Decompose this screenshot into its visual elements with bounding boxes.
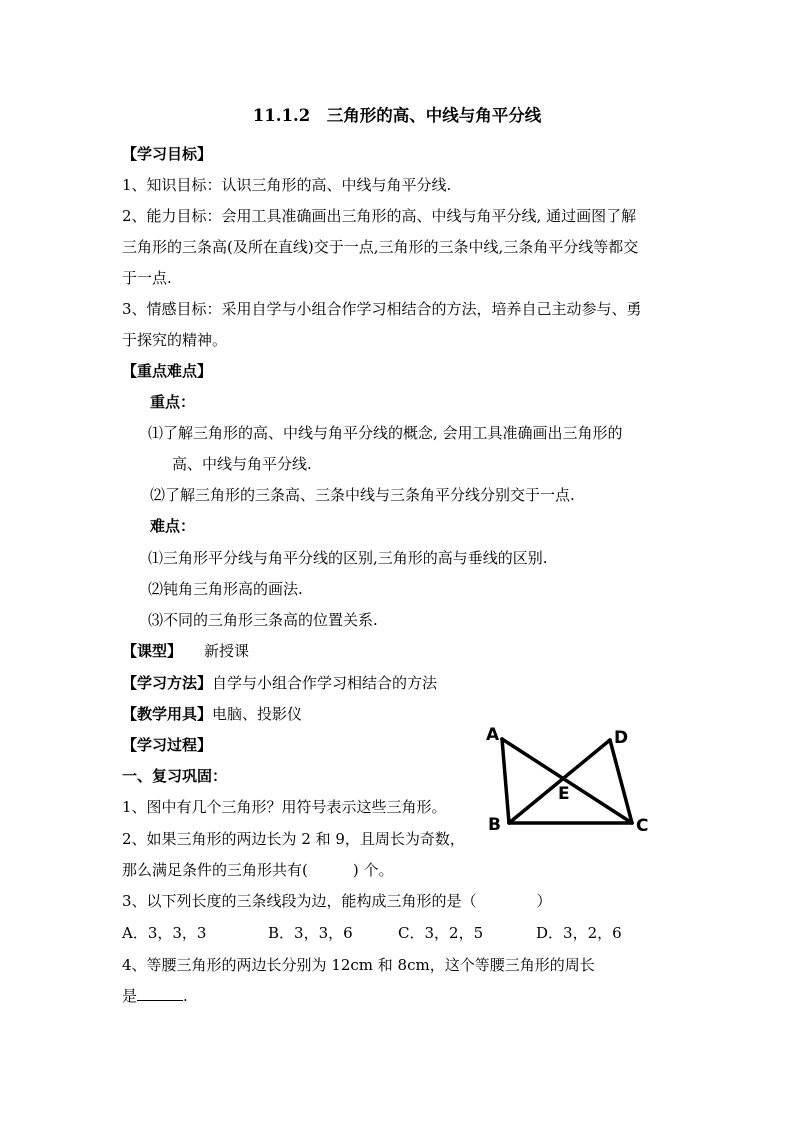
key-point-1b: 高、中线与角平分线.: [172, 455, 312, 473]
key-point-1a: ⑴了解三角形的高、中线与角平分线的概念, 会用工具准确画出三角形的: [148, 424, 623, 442]
option-a: A．3，3，3: [122, 924, 207, 942]
tools-value: 电脑、投影仪: [212, 705, 303, 723]
label-c: C: [636, 816, 649, 836]
label-b: B: [488, 815, 501, 835]
difficulty-2: ⑵钝角三角形高的画法.: [148, 580, 303, 598]
option-d: D．3，2，6: [536, 924, 622, 942]
label-e: E: [558, 784, 570, 804]
triangle-figure: [470, 715, 670, 845]
method-row: [122, 673, 437, 693]
objective-2c: 于一点.: [122, 269, 172, 287]
key-label: 重点：: [150, 393, 196, 411]
label-a: A: [486, 725, 500, 745]
question-4a: 4、等腰三角形的两边长分别为 12cm 和 8cm，这个等腰三角形的周长: [122, 956, 595, 974]
difficulty-1: ⑴三角形平分线与角平分线的区别,三角形的高与垂线的区别.: [148, 549, 548, 567]
objectives-heading: 【学习目标】: [122, 145, 213, 163]
objective-3a: 3、情感目标：采用自学与小组合作学习相结合的方法，培养自己主动参与、勇: [122, 300, 642, 318]
tools-row: [122, 704, 302, 724]
question-3: 3、以下列长度的三条线段为边，能构成三角形的是（ ）: [122, 892, 552, 910]
page-title: 11.1.2 三角形的高、中线与角平分线: [252, 106, 542, 125]
method-value: 自学与小组合作学习相结合的方法: [212, 674, 438, 692]
difficulty-3: ⑶不同的三角形三条高的位置关系.: [148, 611, 378, 629]
keypoints-heading: 【重点难点】: [122, 362, 213, 380]
tools-label: 【教学用具】: [122, 705, 213, 723]
option-c: C．3，2，5: [398, 924, 484, 942]
objective-2b: 三角形的三条高(及所在直线)交于一点,三角形的三条中线,三条角平分线等都交: [122, 238, 639, 256]
lesson-type-label: 【课型】: [122, 642, 183, 660]
objective-2a: 2、能力目标：会用工具准确画出三角形的高、中线与角平分线, 通过画图了解: [122, 207, 637, 225]
key-point-2: ⑵了解三角形的三条高、三条中线与三条角平分线分别交于一点.: [150, 486, 575, 504]
objective-1: 1、知识目标：认识三角形的高、中线与角平分线.: [122, 176, 452, 194]
lesson-type-value: 新授课: [204, 642, 250, 660]
label-d: D: [614, 728, 629, 748]
question-4b: 是: [122, 987, 138, 1005]
lesson-type-row: [122, 641, 249, 661]
question-2a: 2、如果三角形的两边长为 2 和 9，且周长为奇数，: [122, 830, 465, 848]
question-2b: 那么满足条件的三角形共有( ) 个。: [122, 861, 394, 879]
option-b: B．3，3，6: [268, 924, 353, 942]
question-4b-row: 是 .: [122, 987, 188, 1005]
question-1: 1、图中有几个三角形？用符号表示这些三角形。: [122, 798, 447, 816]
review-heading: 一、复习巩固：: [122, 767, 228, 785]
process-heading: 【学习过程】: [122, 736, 213, 754]
segment-ab: [502, 739, 509, 823]
difficulty-label: 难点：: [150, 517, 196, 535]
answer-blank: [137, 986, 183, 1001]
objective-3b: 于探究的精神。: [122, 331, 228, 349]
method-label: 【学习方法】: [122, 674, 213, 692]
